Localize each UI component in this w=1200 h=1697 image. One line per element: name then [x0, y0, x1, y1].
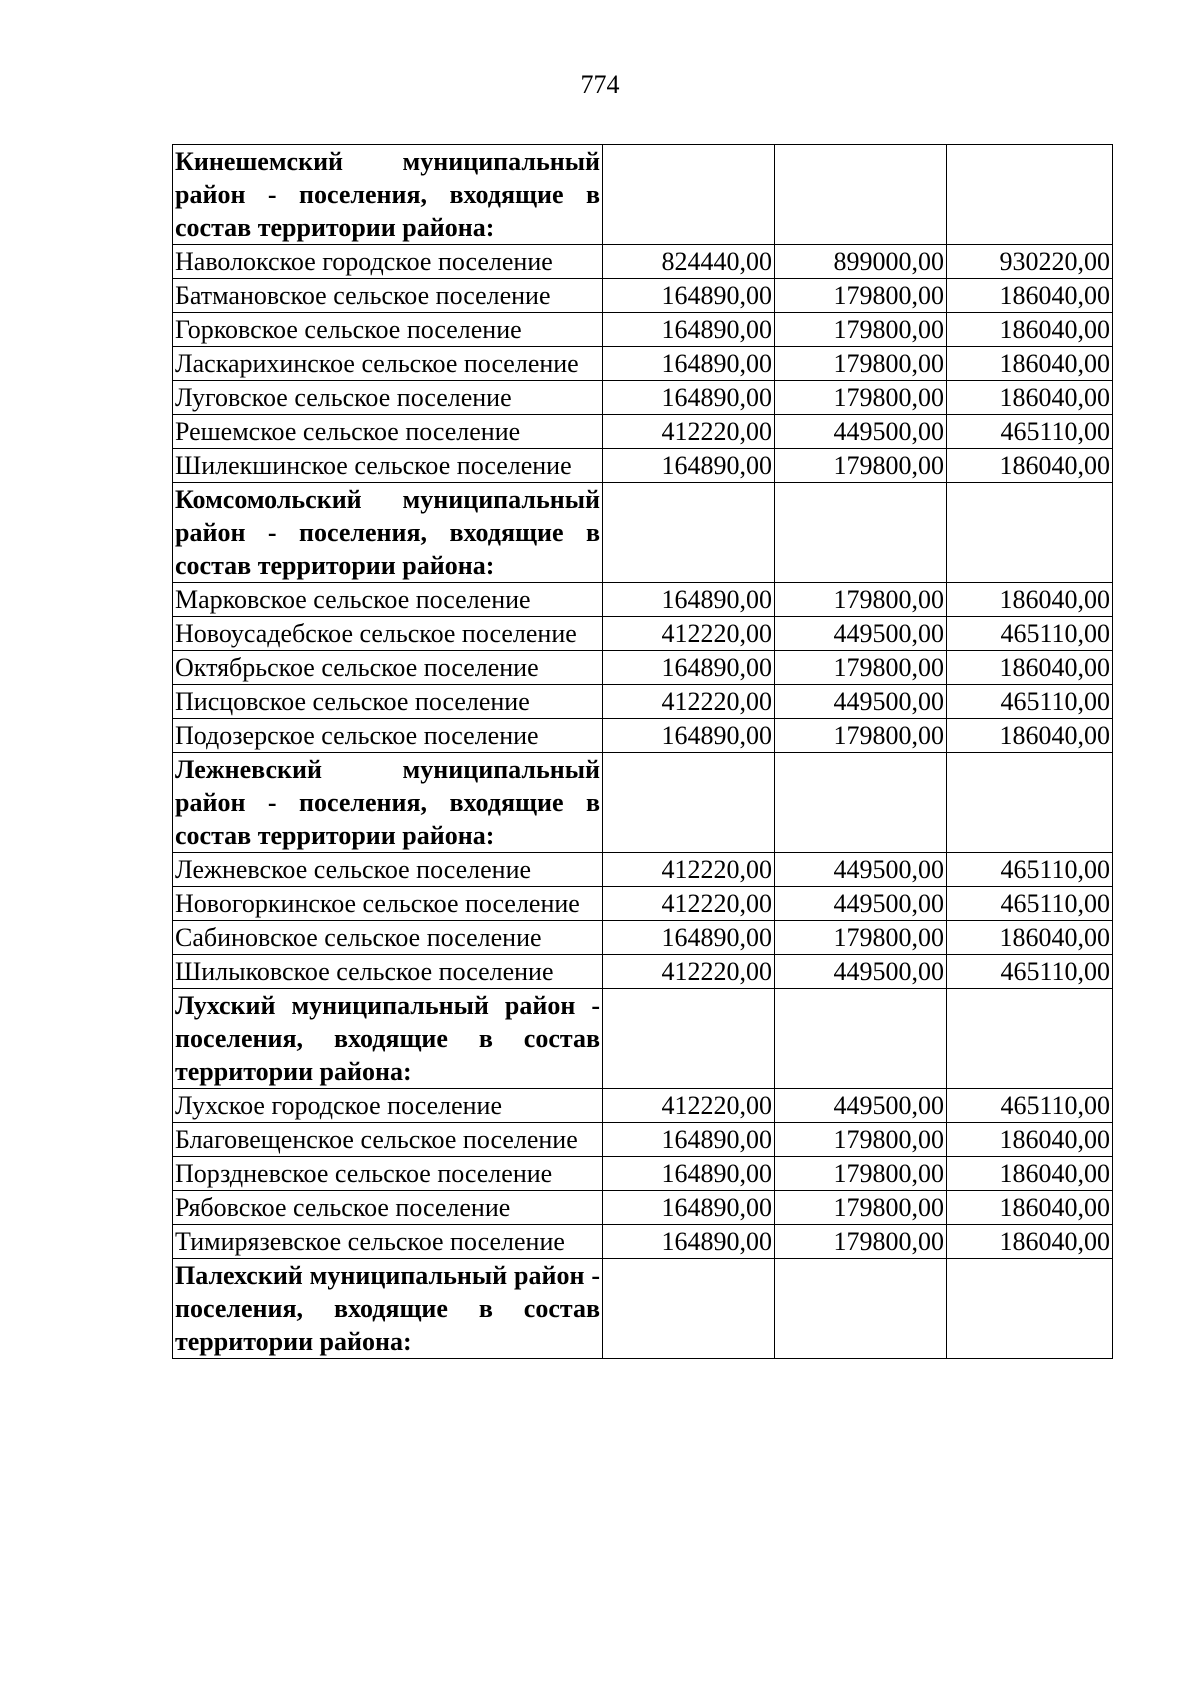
amount-cell-2: 179800,00 [775, 381, 947, 415]
amount-cell-1: 164890,00 [603, 1191, 775, 1225]
table-row [173, 1157, 1113, 1191]
amount-cell-2: 449500,00 [775, 685, 947, 719]
settlement-name: Горковское сельское поселение [173, 313, 603, 347]
table-row [173, 347, 1113, 381]
settlement-name: Писцовское сельское поселение [173, 685, 603, 719]
settlement-name: Новогоркинское сельское поселение [173, 887, 603, 921]
amount-cell-1 [603, 1259, 775, 1359]
table-row [173, 583, 1113, 617]
district-name: Комсомольский муниципальный район - поселения, входящие в состав территории района: [173, 483, 603, 583]
table-body [173, 145, 1113, 1359]
district-name: Лежневский муниципальный район - поселения, входящие в состав территории района: [173, 753, 603, 853]
budget-table [172, 144, 1113, 1359]
table-row [173, 279, 1113, 313]
amount-cell-1: 412220,00 [603, 1089, 775, 1123]
amount-cell-1: 824440,00 [603, 245, 775, 279]
table-row [173, 921, 1113, 955]
amount-cell-3: 186040,00 [947, 1225, 1113, 1259]
amount-cell-1: 412220,00 [603, 617, 775, 651]
settlement-name: Благовещенское сельское поселение [173, 1123, 603, 1157]
district-header-row [173, 753, 1113, 853]
amount-cell-3: 186040,00 [947, 449, 1113, 483]
amount-cell-2: 179800,00 [775, 1157, 947, 1191]
amount-cell-3: 465110,00 [947, 617, 1113, 651]
settlement-name: Лухское городское поселение [173, 1089, 603, 1123]
settlement-name: Марковское сельское поселение [173, 583, 603, 617]
amount-cell-3: 465110,00 [947, 1089, 1113, 1123]
amount-cell-3: 186040,00 [947, 1157, 1113, 1191]
amount-cell-1: 164890,00 [603, 583, 775, 617]
amount-cell-1 [603, 989, 775, 1089]
district-name: Лухский муниципальный район - поселения, входящие в состав территории района: [173, 989, 603, 1089]
district-header-row [173, 1259, 1113, 1359]
amount-cell-2: 449500,00 [775, 617, 947, 651]
amount-cell-3 [947, 753, 1113, 853]
settlement-name: Шилыковское сельское поселение [173, 955, 603, 989]
settlement-name: Октябрьское сельское поселение [173, 651, 603, 685]
amount-cell-1: 164890,00 [603, 1157, 775, 1191]
amount-cell-3: 186040,00 [947, 651, 1113, 685]
table-row [173, 853, 1113, 887]
page-number: 774 [580, 70, 620, 99]
amount-cell-2: 899000,00 [775, 245, 947, 279]
amount-cell-2: 449500,00 [775, 955, 947, 989]
settlement-name: Сабиновское сельское поселение [173, 921, 603, 955]
amount-cell-2 [775, 1259, 947, 1359]
settlement-name: Тимирязевское сельское поселение [173, 1225, 603, 1259]
settlement-name: Решемское сельское поселение [173, 415, 603, 449]
amount-cell-2: 179800,00 [775, 279, 947, 313]
amount-cell-2: 179800,00 [775, 1123, 947, 1157]
settlement-name: Наволокское городское поселение [173, 245, 603, 279]
amount-cell-3: 186040,00 [947, 583, 1113, 617]
table-row [173, 1225, 1113, 1259]
amount-cell-2: 179800,00 [775, 449, 947, 483]
district-name: Палехский муниципальный район - поселения, входящие в состав территории района: [173, 1259, 603, 1359]
settlement-name: Подозерское сельское поселение [173, 719, 603, 753]
amount-cell-1 [603, 483, 775, 583]
amount-cell-1: 412220,00 [603, 853, 775, 887]
table-row [173, 617, 1113, 651]
amount-cell-3 [947, 145, 1113, 245]
amount-cell-1: 164890,00 [603, 719, 775, 753]
amount-cell-3: 186040,00 [947, 279, 1113, 313]
amount-cell-1: 412220,00 [603, 685, 775, 719]
table-row [173, 313, 1113, 347]
amount-cell-3 [947, 1259, 1113, 1359]
amount-cell-1 [603, 753, 775, 853]
amount-cell-2 [775, 483, 947, 583]
settlement-name: Шилекшинское сельское поселение [173, 449, 603, 483]
amount-cell-3: 186040,00 [947, 381, 1113, 415]
table-row [173, 449, 1113, 483]
amount-cell-2 [775, 753, 947, 853]
table-row [173, 887, 1113, 921]
amount-cell-1 [603, 145, 775, 245]
amount-cell-3: 465110,00 [947, 685, 1113, 719]
amount-cell-2 [775, 989, 947, 1089]
amount-cell-2 [775, 145, 947, 245]
amount-cell-1: 412220,00 [603, 415, 775, 449]
district-header-row [173, 483, 1113, 583]
amount-cell-1: 164890,00 [603, 1123, 775, 1157]
amount-cell-2: 179800,00 [775, 583, 947, 617]
amount-cell-3: 186040,00 [947, 1191, 1113, 1225]
amount-cell-2: 449500,00 [775, 887, 947, 921]
table-row [173, 1089, 1113, 1123]
amount-cell-1: 164890,00 [603, 1225, 775, 1259]
district-name: Кинешемский муниципальный район - поселения, входящие в состав территории района: [173, 145, 603, 245]
amount-cell-1: 164890,00 [603, 921, 775, 955]
table-row [173, 651, 1113, 685]
settlement-name: Новоусадебское сельское поселение [173, 617, 603, 651]
amount-cell-3: 465110,00 [947, 955, 1113, 989]
amount-cell-3: 186040,00 [947, 921, 1113, 955]
amount-cell-2: 179800,00 [775, 719, 947, 753]
table-row [173, 1191, 1113, 1225]
amount-cell-3: 465110,00 [947, 853, 1113, 887]
settlement-name: Порздневское сельское поселение [173, 1157, 603, 1191]
settlement-name: Лежневское сельское поселение [173, 853, 603, 887]
amount-cell-3: 186040,00 [947, 347, 1113, 381]
amount-cell-3 [947, 483, 1113, 583]
settlement-name: Батмановское сельское поселение [173, 279, 603, 313]
district-header-row [173, 989, 1113, 1089]
amount-cell-1: 164890,00 [603, 651, 775, 685]
amount-cell-1: 164890,00 [603, 279, 775, 313]
amount-cell-3: 465110,00 [947, 887, 1113, 921]
amount-cell-1: 412220,00 [603, 887, 775, 921]
amount-cell-2: 179800,00 [775, 921, 947, 955]
amount-cell-3: 186040,00 [947, 1123, 1113, 1157]
district-header-row [173, 145, 1113, 245]
amount-cell-3: 186040,00 [947, 719, 1113, 753]
settlement-name: Луговское сельское поселение [173, 381, 603, 415]
amount-cell-3: 465110,00 [947, 415, 1113, 449]
amount-cell-3 [947, 989, 1113, 1089]
settlement-name: Рябовское сельское поселение [173, 1191, 603, 1225]
amount-cell-2: 449500,00 [775, 853, 947, 887]
table-row [173, 245, 1113, 279]
amount-cell-1: 164890,00 [603, 449, 775, 483]
amount-cell-1: 164890,00 [603, 381, 775, 415]
amount-cell-2: 179800,00 [775, 347, 947, 381]
table-row [173, 1123, 1113, 1157]
amount-cell-2: 179800,00 [775, 651, 947, 685]
settlement-name: Ласкарихинское сельское поселение [173, 347, 603, 381]
table-row [173, 955, 1113, 989]
amount-cell-2: 179800,00 [775, 1225, 947, 1259]
amount-cell-1: 164890,00 [603, 313, 775, 347]
amount-cell-2: 449500,00 [775, 415, 947, 449]
amount-cell-1: 412220,00 [603, 955, 775, 989]
amount-cell-2: 449500,00 [775, 1089, 947, 1123]
amount-cell-2: 179800,00 [775, 313, 947, 347]
table-row [173, 415, 1113, 449]
amount-cell-3: 930220,00 [947, 245, 1113, 279]
table-row [173, 381, 1113, 415]
amount-cell-2: 179800,00 [775, 1191, 947, 1225]
table-row [173, 685, 1113, 719]
amount-cell-1: 164890,00 [603, 347, 775, 381]
amount-cell-3: 186040,00 [947, 313, 1113, 347]
table-row [173, 719, 1113, 753]
